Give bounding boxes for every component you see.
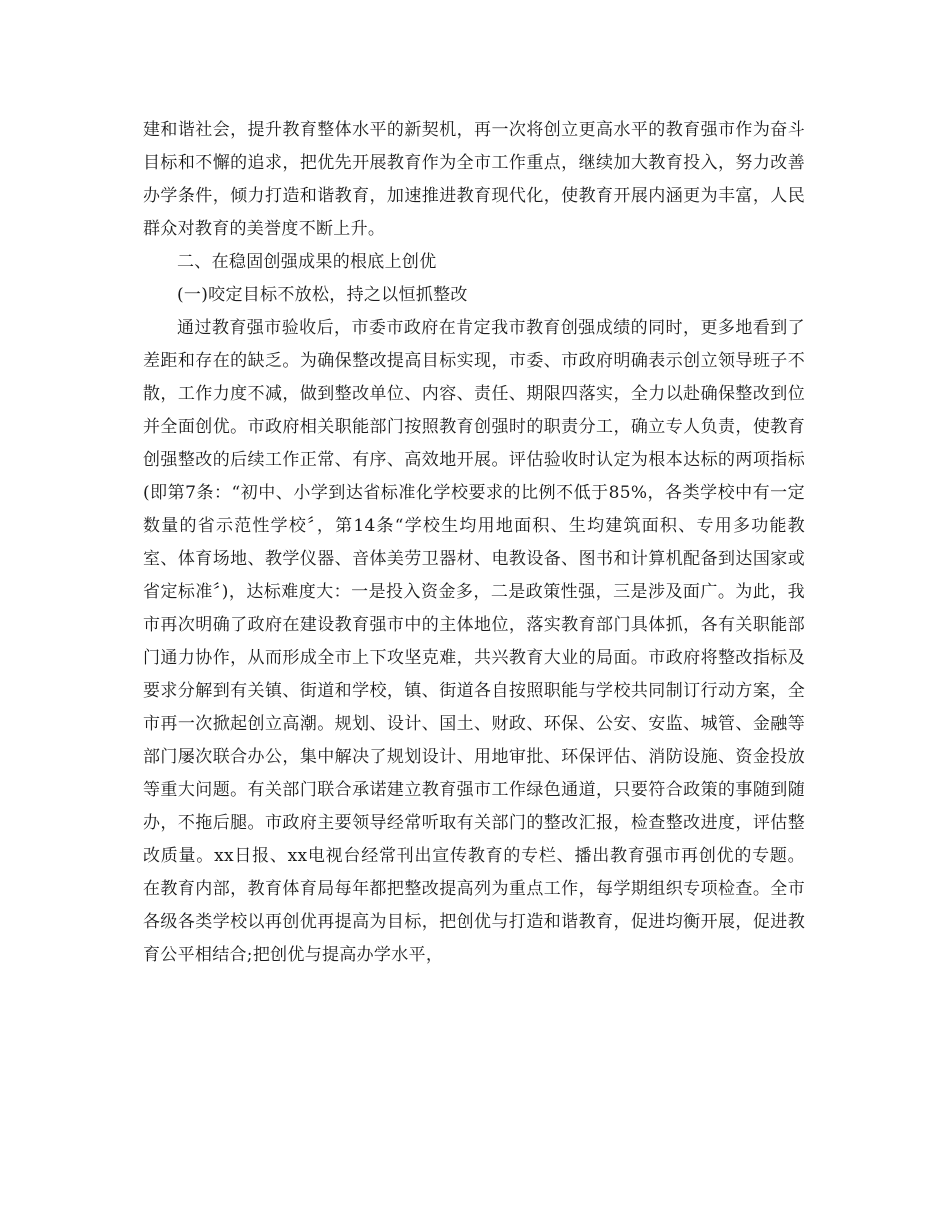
body-paragraph-continued: 建和谐社会，提升教育整体水平的新契机，再一次将创立更高水平的教育强市作为奋斗目标和不懈的追求，把优先开展教育作为全市工作重点，继续加大教育投入，努力改善办学条件，倾力打造和谐教育，加速推进教育现代化，使教育开展内涵更为丰富，人民群众对教育的美誉度不断上升。 bbox=[143, 120, 805, 239]
subsection-heading-1: (一)咬定目标不放松，持之以恒抓整改 bbox=[177, 285, 468, 305]
body-paragraph-rectification: 通过教育强市验收后，市委市政府在肯定我市教育创强成绩的同时，更多地看到了差距和存在的缺乏。为确保整改提高目标实现，市委、市政府明确表示创立领导班子不散，工作力度不减，做到整改单位、内容、责任、期限四落实，全力以赴确保整改到位并全面创优。市政府相关职能部门按照教育创强时的职责分工，确立专人负责，使教育创强整改的后续工作正常、有序、高效地开展。评估验收时认定为根本达标的两项指标(即第7条：“初中、小学到达省标准化学校要求的比例不低于85%，各类学校中有一定数量的省示范性学校〞，第14条“学校生均用地面积、生均建筑面积、专用多功能教室、体育场地、教学仪器、音体美劳卫器材、电教设备、图书和计算机配备到达国家或省定标准〞)，达标难度大：一是投入资金多，二是政策性强，三是涉及面广。为此，我市再次明确了政府在建设教育强市中的主体地位，落实教育部门具体抓，各有关职能部门通力协作，从而形成全市上下攻坚克难，共兴教育大业的局面。市政府将整改指标及要求分解到有关镇、街道和学校，镇、街道各自按照职能与学校共同制订行动方案，全市再一次掀起创立高潮。规划、设计、国土、财政、环保、公安、安监、城管、金融等部门屡次联合办公，集中解决了规划设计、用地审批、环保评估、消防设施、资金投放等重大问题。有关部门联合承诺建立教育强市工作绿色通道，只要符合政策的事随到随办，不拖后腿。市政府主要领导经常听取有关部门的整改汇报，检查整改进度，评估整改质量。xx日报、xx电视台经常刊出宣传教育的专栏、播出教育强市再创优的专题。在教育内部，教育体育局每年都把整改提高列为重点工作，每学期组织专项检查。全市各级各类学校以再创优再提高为目标，把创优与打造和谐教育，促进均衡开展，促进教育公平相结合;把创优与提高办学水平， bbox=[143, 318, 805, 965]
document-page bbox=[143, 114, 805, 972]
section-heading-2: 二、在稳固创强成果的根底上创优 bbox=[177, 252, 437, 272]
